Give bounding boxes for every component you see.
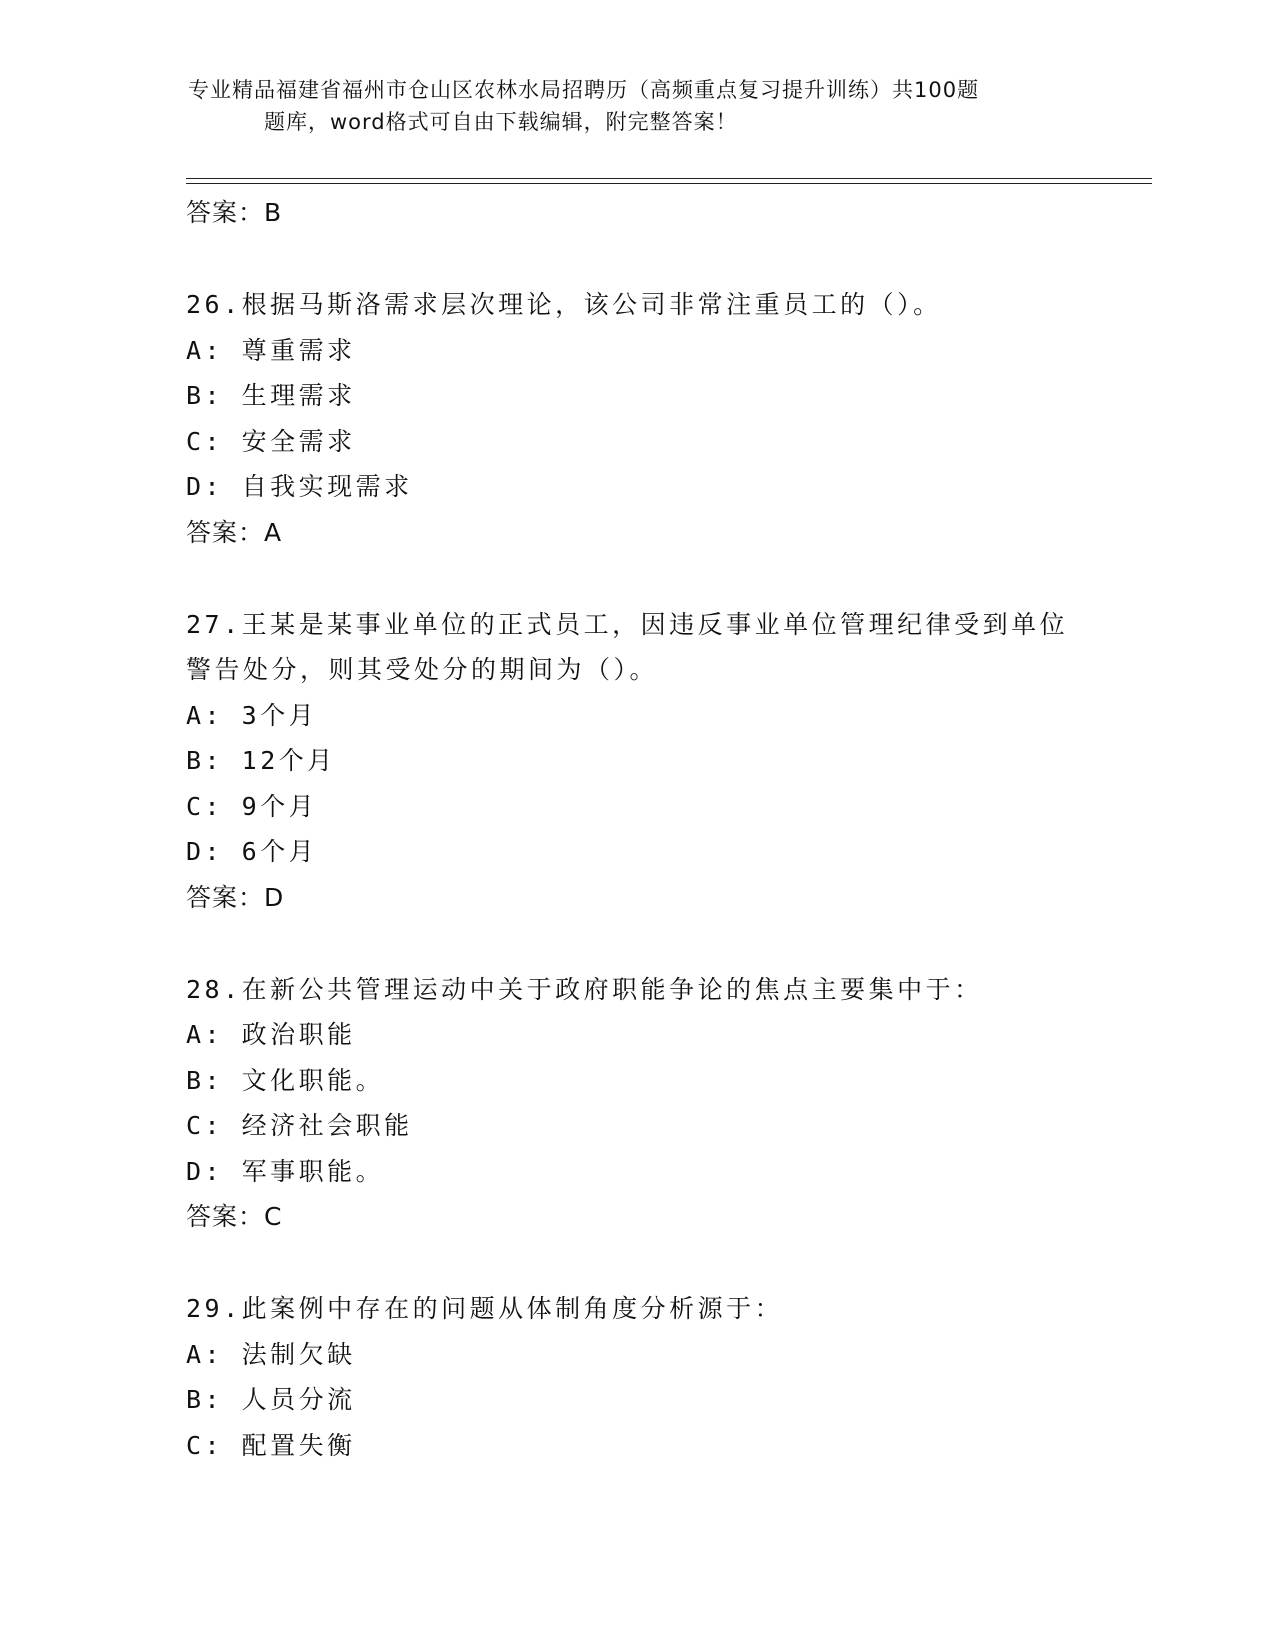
option-b: B: 12个月	[186, 746, 336, 775]
answer-line: 答案：D	[186, 882, 285, 912]
option-d: D: 6个月	[186, 837, 318, 866]
option-b: B: 文化职能。	[186, 1065, 385, 1095]
answer-line: 答案：A	[186, 517, 283, 547]
option-c: C: 9个月	[186, 791, 318, 821]
option-c: C: 安全需求	[186, 426, 356, 456]
option-c: C: 经济社会职能	[186, 1111, 413, 1140]
question-stem: 29.此案例中存在的问题从体制角度分析源于：	[186, 1294, 784, 1323]
option-b: B: 人员分流	[186, 1385, 356, 1414]
question-stem: 26.根据马斯洛需求层次理论，该公司非常注重员工的（）。	[186, 290, 942, 319]
document-header	[188, 74, 1088, 138]
question-item-26	[186, 282, 1086, 555]
option-d: D: 自我实现需求	[186, 472, 413, 501]
question-item-29	[186, 1286, 1086, 1468]
question-item-27	[186, 602, 1086, 920]
question-stem: 27.王某是某事业单位的正式员工，因违反事业单位管理纪律受到单位警告处分，则其受处分的期间为（）。	[186, 609, 1069, 684]
question-stem: 28.在新公共管理运动中关于政府职能争论的焦点主要集中于：	[186, 974, 983, 1004]
option-a: A: 法制欠缺	[186, 1339, 356, 1369]
option-a: A: 政治职能	[186, 1020, 356, 1049]
option-b: B: 生理需求	[186, 381, 356, 410]
option-a: A: 尊重需求	[186, 335, 356, 365]
header-divider-bottom	[186, 183, 1152, 184]
questions-content	[186, 190, 1086, 1468]
question-item-28	[186, 967, 1086, 1240]
header-title-line2: 题库，word格式可自由下载编辑，附完整答案！	[264, 110, 738, 134]
answer-line: 答案：B	[186, 198, 283, 227]
option-c: C: 配置失衡	[186, 1430, 356, 1460]
header-divider-top	[186, 178, 1152, 179]
answer-line: 答案：C	[186, 1202, 283, 1231]
option-d: D: 军事职能。	[186, 1156, 385, 1186]
header-title-line1: 专业精品福建省福州市仓山区农林水局招聘历（高频重点复习提升训练）共100题	[188, 78, 980, 102]
option-a: A: 3个月	[186, 700, 318, 730]
